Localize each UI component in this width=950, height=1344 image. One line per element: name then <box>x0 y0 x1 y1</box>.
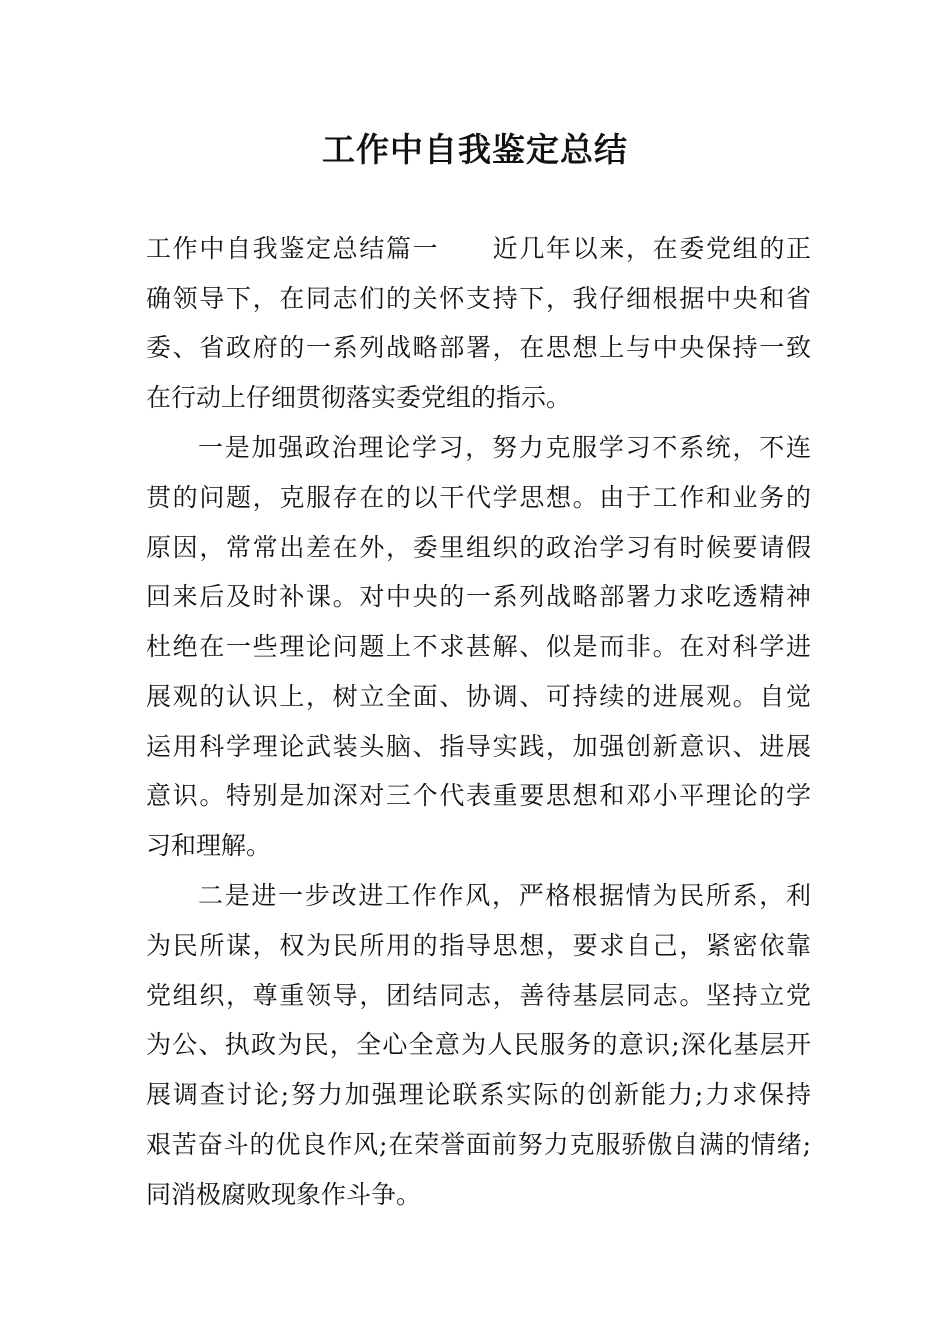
paragraph-2-line-7: 运用科学理论武装头脑、指导实践，加强创新意识、进展 <box>146 732 811 761</box>
paragraph-3-line-5: 展调查讨论;努力加强理论联系实际的创新能力;力求保持 <box>146 1080 811 1109</box>
paragraph-2-line-5: 杜绝在一些理论问题上不求甚解、似是而非。在对科学进 <box>146 632 811 661</box>
paragraph-1-line-4: 在行动上仔细贯彻落实委党组的指示。 <box>146 383 572 412</box>
paragraph-3-line-2: 为民所谋，权为民所用的指导思想，要求自己，紧密依靠 <box>146 931 811 960</box>
paragraph-3-line-3: 党组织，尊重领导，团结同志，善待基层同志。坚持立党 <box>146 981 811 1010</box>
paragraph-1-line-1: 工作中自我鉴定总结篇一 近几年以来，在委党组的正 <box>146 234 811 263</box>
paragraph-2-line-9: 习和理解。 <box>146 831 272 860</box>
paragraph-3-line-1: 二是进一步改进工作作风，严格根据情为民所系，利 <box>198 881 811 910</box>
paragraph-2-line-3: 原因，常常出差在外，委里组织的政治学习有时候要请假 <box>146 533 811 562</box>
paragraph-2-line-2: 贯的问题，克服存在的以干代学思想。由于工作和业务的 <box>146 483 811 512</box>
paragraph-1-line-2: 确领导下，在同志们的关怀支持下，我仔细根据中央和省 <box>146 284 811 313</box>
paragraph-1-line-3: 委、省政府的一系列战略部署，在思想上与中央保持一致 <box>146 333 811 362</box>
paragraph-3-line-7: 同消极腐败现象作斗争。 <box>146 1180 422 1209</box>
paragraph-2-line-8: 意识。特别是加深对三个代表重要思想和邓小平理论的学 <box>146 781 811 810</box>
paragraph-3-line-4: 为公、执政为民，全心全意为人民服务的意识;深化基层开 <box>146 1030 811 1059</box>
document-title: 工作中自我鉴定总结 <box>322 130 628 169</box>
paragraph-2-line-6: 展观的认识上，树立全面、协调、可持续的进展观。自觉 <box>146 682 811 711</box>
paragraph-3-line-6: 艰苦奋斗的优良作风;在荣誉面前努力克服骄傲自满的情绪; <box>146 1130 811 1159</box>
paragraph-2-line-1: 一是加强政治理论学习，努力克服学习不系统，不连 <box>198 433 811 462</box>
paragraph-2-line-4: 回来后及时补课。对中央的一系列战略部署力求吃透精神 <box>146 582 811 611</box>
